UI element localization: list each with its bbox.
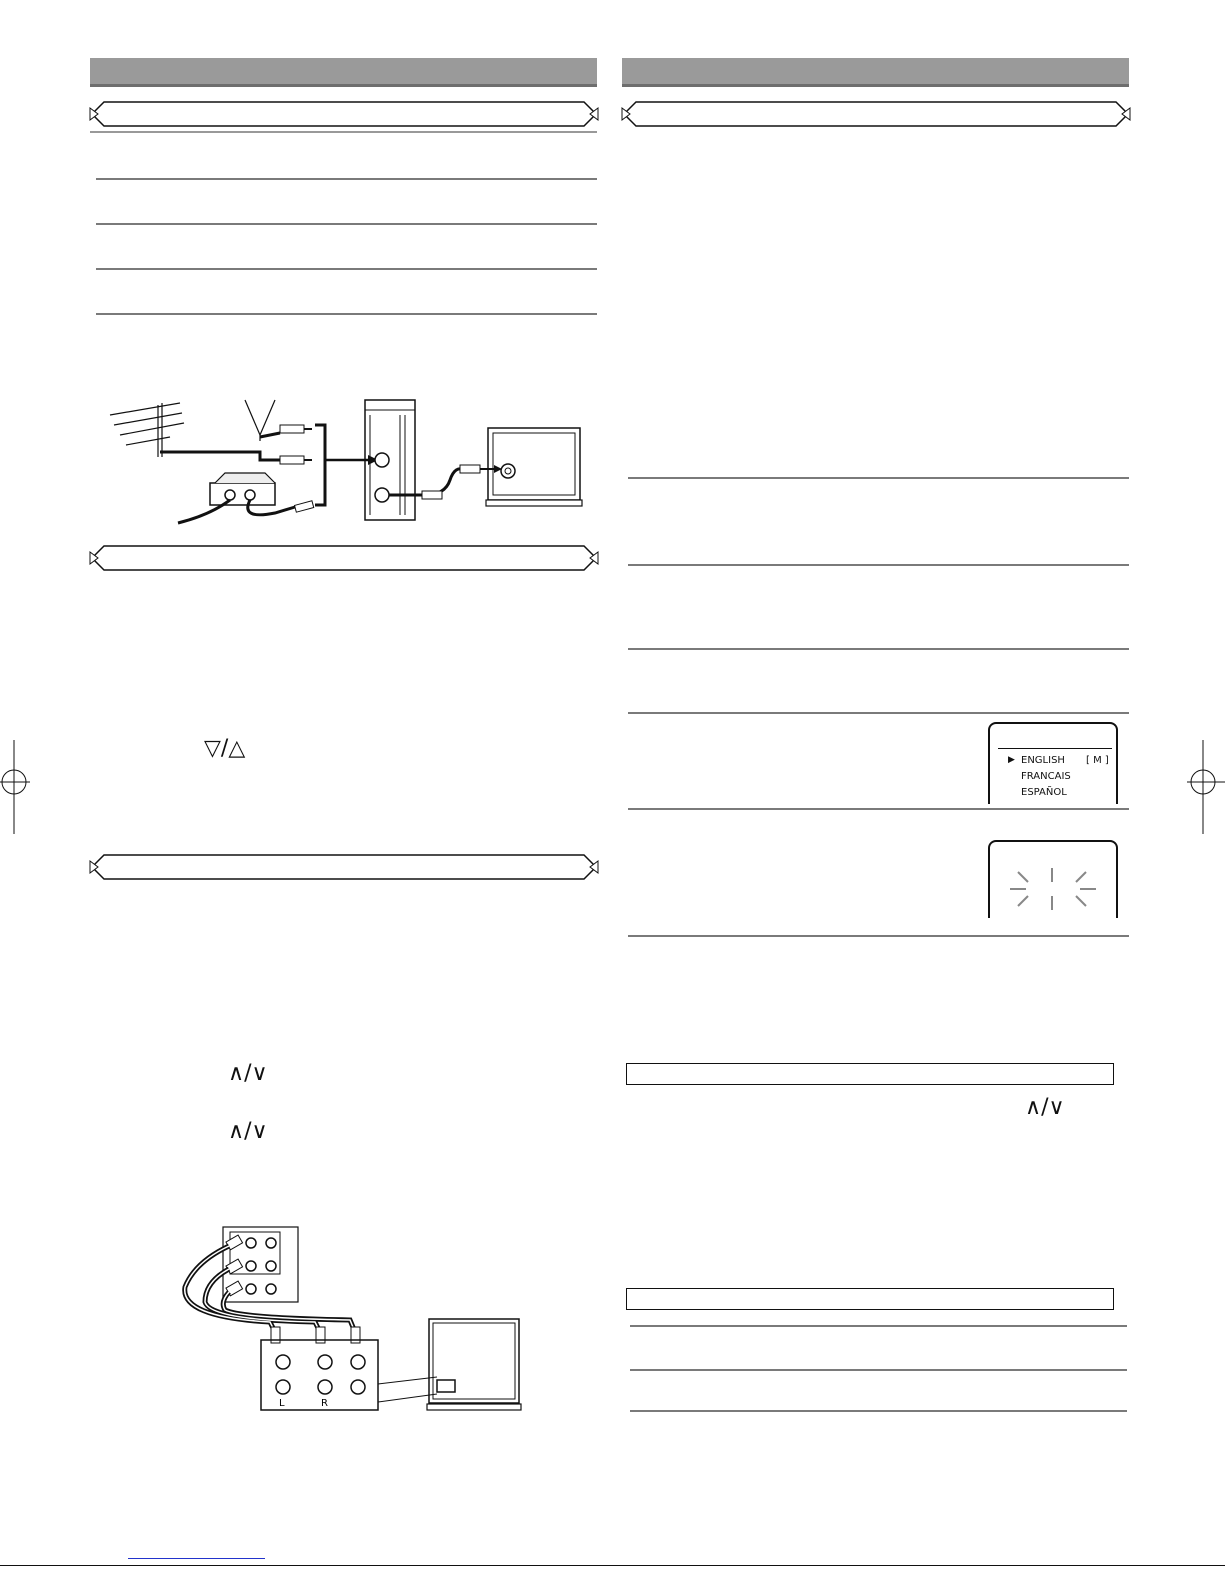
divider (630, 1325, 1127, 1327)
language-screen (988, 722, 1118, 804)
splitter-box-icon (210, 473, 275, 505)
screen-divider (998, 748, 1112, 749)
right-box-heading-2 (626, 1288, 1114, 1310)
antenna-connection-diagram (100, 395, 590, 530)
left-subhead-2 (88, 542, 600, 574)
footer-link-underline[interactable] (128, 1558, 265, 1559)
divider (96, 313, 597, 315)
up-down-arrow-icon: ∧/∨ (228, 1119, 268, 1144)
divider (630, 1410, 1127, 1412)
language-marker: [ M ] (1086, 755, 1109, 766)
antenna-icon (110, 403, 184, 457)
footer-rule (0, 1565, 1225, 1566)
jack-label-r: R (321, 1398, 328, 1409)
language-option-english[interactable]: ENGLISH (1021, 755, 1065, 766)
television-icon (427, 1319, 521, 1410)
up-down-arrow-icon: ∧/∨ (228, 1061, 268, 1086)
right-subhead-1 (620, 98, 1132, 130)
divider (90, 131, 597, 133)
divider (628, 712, 1129, 714)
language-option-espanol[interactable]: ESPAÑOL (1021, 787, 1067, 798)
divider (628, 648, 1129, 650)
divider (628, 808, 1129, 810)
television-icon (486, 428, 582, 506)
divider (628, 477, 1129, 479)
left-subhead-3 (88, 851, 600, 883)
loading-screen (988, 840, 1118, 918)
right-section-header-bar (622, 58, 1129, 87)
divider (628, 564, 1129, 566)
left-section-header-bar (90, 58, 597, 87)
divider (630, 1369, 1127, 1371)
jack-label-l: L (279, 1398, 285, 1409)
down-up-arrow-icon: ▽/△ (204, 736, 246, 761)
av-connection-diagram (175, 1222, 525, 1417)
language-option-francais[interactable]: FRANCAIS (1021, 771, 1071, 782)
divider (628, 935, 1129, 937)
registration-mark-icon (1183, 740, 1225, 834)
registration-mark-icon (0, 740, 30, 834)
divider (96, 268, 597, 270)
divider (96, 178, 597, 180)
left-subhead-1 (88, 98, 600, 130)
divider (96, 223, 597, 225)
loading-spinner-icon (1004, 864, 1104, 914)
up-down-arrow-icon: ∧/∨ (1025, 1095, 1065, 1120)
right-box-heading-1 (626, 1063, 1114, 1085)
language-selector-icon: ▶ (1008, 755, 1015, 765)
